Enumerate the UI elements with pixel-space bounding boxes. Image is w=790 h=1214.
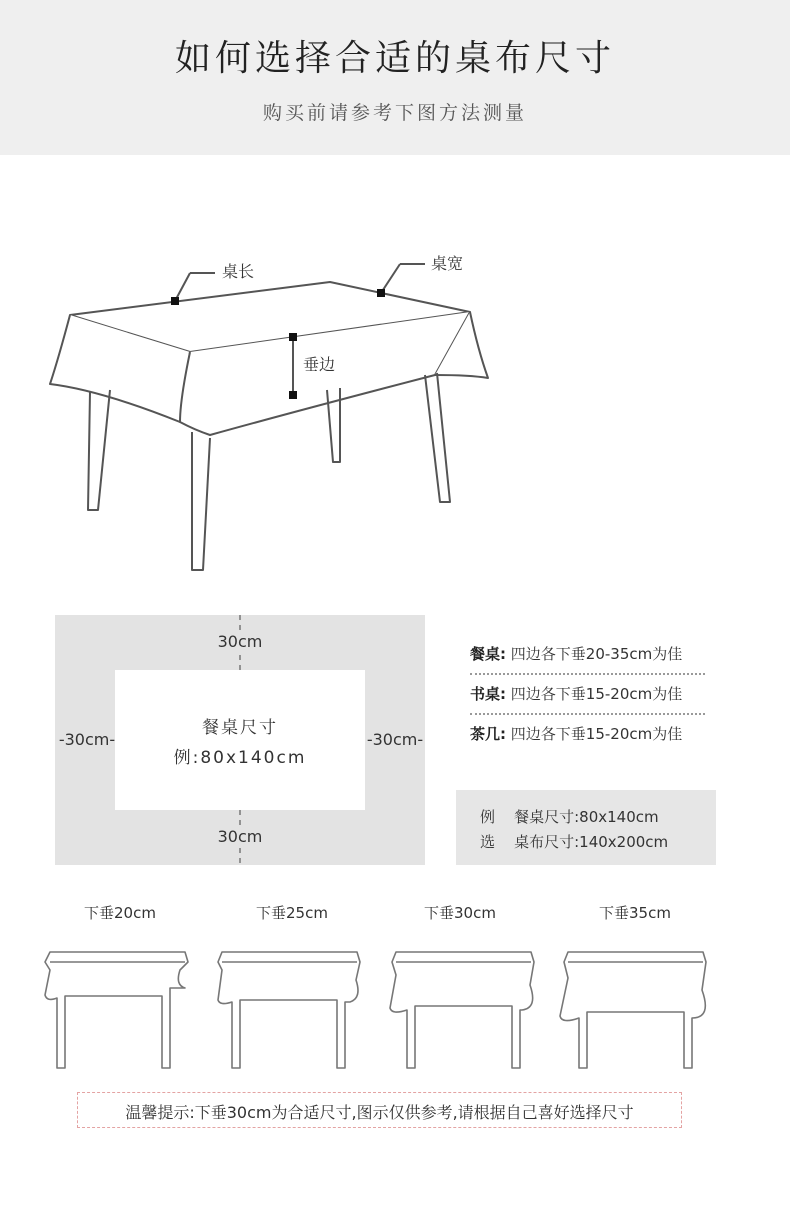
example-row [480,806,659,827]
rule-text: 四边各下垂15-20cm为佳 [510,725,683,743]
rule-text: 四边各下垂20-35cm为佳 [510,645,683,663]
tip-text: 温馨提示:下垂30cm为合适尺寸,图示仅供参考,请根据自己喜好选择尺寸 [125,1103,634,1122]
rule-desk [470,683,710,704]
bottom-margin-label: 30cm [217,827,263,846]
drop-marker-top [289,333,297,341]
rule-coffee-table [470,723,710,744]
divider [470,713,705,715]
example-text: 桌布尺寸:140x200cm [514,833,669,851]
right-margin-label: -30cm- [366,730,424,749]
table-leg [88,390,110,510]
table-leg [192,432,210,570]
drop-option-illustrations [0,940,790,1080]
top-margin-label: 30cm [217,632,263,651]
table-size-example: 例:80x140cm [173,748,307,768]
rule-name: 书桌: [470,685,506,703]
drop-30-table [390,952,534,1068]
drop-option-label: 下垂35cm [599,904,671,922]
page-title: 如何选择合适的桌布尺寸 [174,38,615,79]
length-label: 桌长 [222,262,255,281]
drop-marker-bottom [289,391,297,399]
rule-dining-table [470,643,710,664]
drop-option-label: 下垂30cm [424,904,496,922]
table-illustration [0,160,790,590]
drop-label: 垂边 [303,355,336,374]
drop-20-table [45,952,188,1068]
page-subtitle: 购买前请参考下图方法测量 [262,102,527,124]
divider [470,673,705,675]
example-box [456,790,716,865]
rule-name: 茶几: [470,725,506,743]
width-label: 桌宽 [431,254,464,273]
rule-name: 餐桌: [470,645,506,663]
table-leg [425,373,450,502]
left-margin-label: -30cm- [58,730,116,749]
example-text: 餐桌尺寸:80x140cm [514,808,659,826]
length-leader [175,273,190,301]
drop-option-label: 下垂20cm [84,904,156,922]
example-tag: 例 [480,808,496,826]
example-row [480,831,668,852]
example-tag: 选 [480,833,496,851]
drop-35-table [560,952,706,1068]
drop-25-table [218,952,360,1068]
drop-option-label: 下垂25cm [256,904,328,922]
width-marker [377,289,385,297]
table-size-title: 餐桌尺寸 [202,718,278,738]
rule-text: 四边各下垂15-20cm为佳 [510,685,683,703]
width-leader [381,264,400,293]
length-marker [171,297,179,305]
